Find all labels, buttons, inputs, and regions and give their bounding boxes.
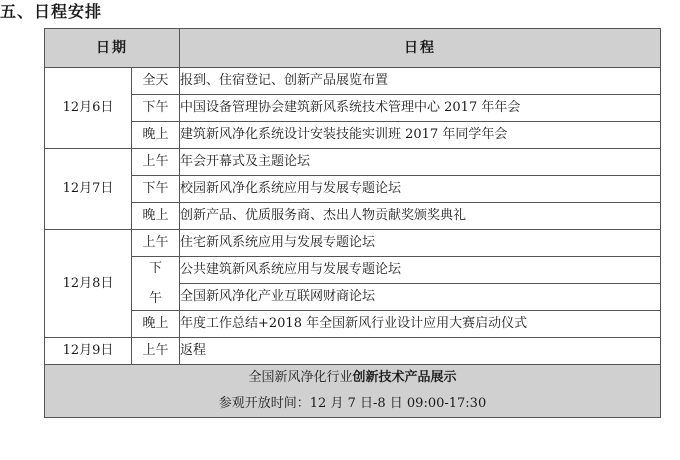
date-cell: 12月8日: [45, 230, 132, 338]
schedule-item: 返程: [180, 338, 661, 365]
footer-title: [45, 365, 660, 391]
period-cell: 晚上: [132, 311, 180, 338]
table-row: [45, 203, 661, 230]
schedule-table: [44, 28, 661, 418]
schedule-item: 校园新风净化系统应用与发展专题论坛: [180, 176, 661, 203]
period-cell: 下午: [132, 95, 180, 122]
table-footer-row: [45, 365, 661, 418]
table-row: [45, 230, 661, 257]
schedule-item: 建筑新风净化系统设计安装技能实训班 2017 年同学年会: [180, 122, 661, 149]
table-row: [45, 338, 661, 365]
schedule-item: 创新产品、优质服务商、杰出人物贡献奖颁奖典礼: [180, 203, 661, 230]
period-cell: 上午: [132, 149, 180, 176]
table-row: [45, 176, 661, 203]
table-row: [45, 95, 661, 122]
table-header-row: [45, 29, 661, 68]
period-cell: 晚上: [132, 203, 180, 230]
schedule-item: 年度工作总结+2018 年全国新风行业设计应用大赛启动仪式: [180, 311, 661, 338]
period-bottom-char: 午: [148, 290, 162, 306]
table-row: [45, 68, 661, 95]
period-top-char: 下: [148, 260, 162, 276]
schedule-item: 年会开幕式及主题论坛: [180, 149, 661, 176]
footer-open-hours: 参观开放时间：12 月 7 日-8 日 09:00-17:30: [218, 396, 487, 411]
header-date: 日期: [45, 29, 180, 68]
schedule-item: 全国新风净化产业互联网财商论坛: [180, 284, 661, 311]
section-title: 五、日程安排: [0, 2, 103, 21]
date-cell: 12月9日: [45, 338, 132, 365]
date-cell: 12月7日: [45, 149, 132, 230]
period-cell: 下午: [132, 176, 180, 203]
period-cell: 上午: [132, 338, 180, 365]
period-cell: 上午: [132, 230, 180, 257]
schedule-item: 报到、住宿登记、创新产品展览布置: [180, 68, 661, 95]
period-cell: 全天: [132, 68, 180, 95]
period-cell: 晚上: [132, 122, 180, 149]
exhibition-footer: [45, 365, 661, 418]
table-row: [45, 149, 661, 176]
header-schedule: 日程: [180, 29, 661, 68]
footer-title-bold: 创新技术产品展示: [352, 370, 457, 385]
table-row: [45, 257, 661, 284]
date-cell: 12月6日: [45, 68, 132, 149]
schedule-item: 中国设备管理协会建筑新风系统技术管理中心 2017 年年会: [180, 95, 661, 122]
footer-title-normal: 全国新风净化行业: [248, 370, 353, 385]
schedule-item: 住宅新风系统应用与发展专题论坛: [180, 230, 661, 257]
period-cell-afternoon: [132, 257, 180, 311]
schedule-item: 公共建筑新风系统应用与发展专题论坛: [180, 257, 661, 284]
table-row: [45, 122, 661, 149]
table-row: [45, 311, 661, 338]
